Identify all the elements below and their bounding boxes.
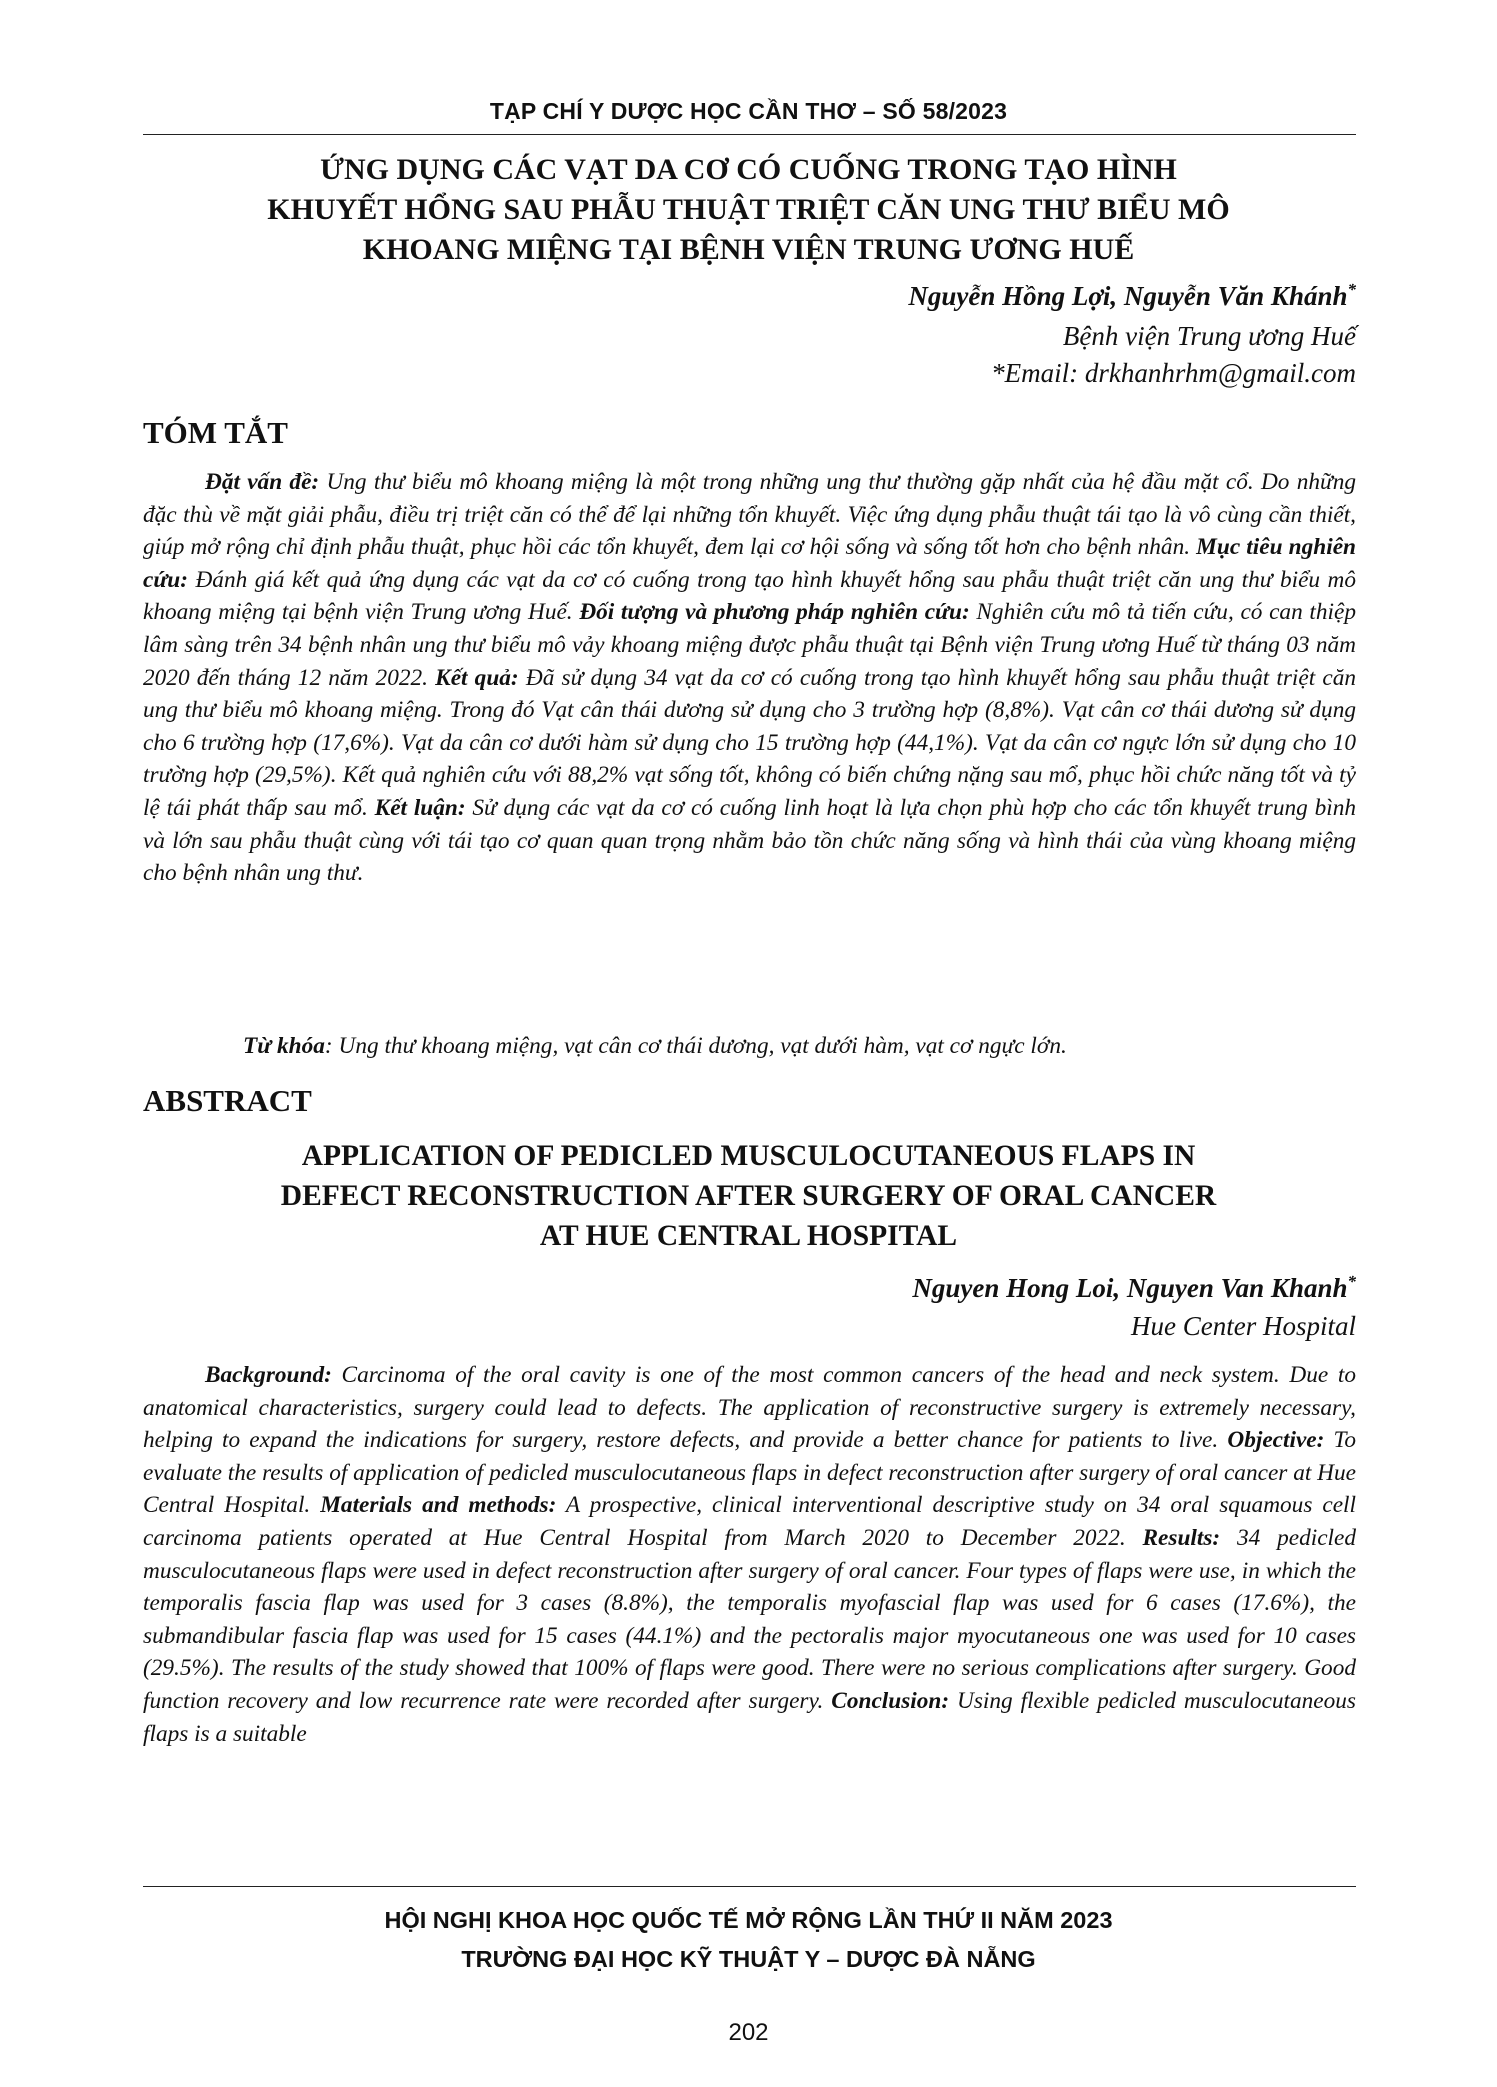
abstract-label-methods: Materials and methods:: [320, 1492, 557, 1519]
summary-text-objective: Đánh giá kết quả ứng dụng các vạt da cơ có cuống trong tạo hình khuyết hổng sau phẫu thuật triệt căn ung thư biểu mô khoang miệng tại bệnh viện Trung ương Huế.: [143, 566, 1356, 626]
title-vn-line: ỨNG DỤNG CÁC VẠT DA CƠ CÓ CUỐNG TRONG TẠO HÌNH: [320, 153, 1177, 186]
summary-text-results: Đã sử dụng 34 vạt da cơ có cuống trong tạo hình khuyết hổng sau phẫu thuật triệt căn ung thư biểu mô khoang miệng. Trong đó Vạt cân thái dương sử dụng cho 3 trường hợp (8,8%). Vạt cân cơ thái dương sử dụng cho 6 trường hợp (17,6%). Vạt da cân cơ dưới hàm sử dụng cho 15 trường hợp (44,1%). Vạt da cân cơ ngực lớn sử dụng cho 10 trường hợp (29,5%). Kết quả nghiên cứu với 88,2% vạt sống tốt, không có biến chứng nặng sau mổ, phục hồi chức năng tốt và tỷ lệ tái phát thấp sau mổ.: [143, 664, 1356, 821]
abstract-label-background: Background:: [205, 1362, 332, 1388]
journal-running-header: TẠP CHÍ Y DƯỢC HỌC CẦN THƠ – SỐ 58/2023: [489, 98, 1008, 124]
header-rule: [143, 134, 1356, 135]
summary-text-methods: Nghiên cứu mô tả tiến cứu, có can thiệp lâm sàng trên 34 bệnh nhân ung thư biểu mô vảy khoang miệng được phẫu thuật tại Bệnh viện Trung ương Huế từ tháng 03 năm 2020 đến tháng 12 năm 2022.: [143, 599, 1356, 691]
keywords-vn: [143, 1030, 1356, 1063]
summary-label-objective: Mục tiêu nghiên cứu:: [143, 534, 1356, 593]
abstract-text-methods: A prospective, clinical interventional descriptive study on 34 oral squamous cell carcinoma patients operated at Hue Central Hospital from March 2020 to December 2022.: [143, 1492, 1356, 1551]
keywords-text: : Ung thư khoang miệng, vạt cân cơ thái dương, vạt dưới hàm, vạt cơ ngực lớn.: [324, 1033, 1067, 1059]
title-en-line: AT HUE CENTRAL HOSPITAL: [539, 1220, 958, 1252]
author-mark: *: [1347, 280, 1356, 299]
abstract-text-conclusion: Using flexible pedicled musculocutaneous flaps is a suitable: [143, 1687, 1356, 1747]
abstract-label-objective: Objective:: [1227, 1427, 1325, 1454]
title-en-line: APPLICATION OF PEDICLED MUSCULOCUTANEOUS FLAPS IN: [301, 1140, 1196, 1172]
article-title-en: [140, 1136, 1357, 1256]
footer-rule: [143, 1886, 1356, 1887]
summary-heading: TÓM TẮT: [143, 415, 288, 450]
authors-vn: [908, 280, 1356, 312]
summary-label-background: Đặt vấn đề:: [205, 469, 320, 495]
corresponding-email: *Email: drkhanhrhm@gmail.com: [991, 358, 1356, 388]
abstract-text-objective: To evaluate the results of application of pedicled musculocutaneous flaps in defect reconstruction after surgery of oral cancer at Hue Central Hospital.: [143, 1427, 1356, 1519]
article-title-vn: [140, 150, 1357, 270]
footer-conference: HỘI NGHỊ KHOA HỌC QUỐC TẾ MỞ RỘNG LẦN THỨ II NĂM 2023: [384, 1907, 1113, 1933]
summary-label-methods: Đối tượng và phương pháp nghiên cứu:: [579, 599, 970, 626]
abstract-label-conclusion: Conclusion:: [831, 1687, 950, 1714]
title-vn-line: KHUYẾT HỔNG SAU PHẪU THUẬT TRIỆT CĂN UNG THƯ BIỂU MÔ: [267, 193, 1230, 226]
footer-university: TRƯỜNG ĐẠI HỌC KỸ THUẬT Y – DƯỢC ĐÀ NẴNG: [461, 1946, 1036, 1972]
abstract-text-background: Carcinoma of the oral cavity is one of the most common cancers of the head and neck system. Due to anatomical characteristics, surgery could lead to defects. The application of reconstructive surgery is extremely necessary, helping to expand the indications for surgery, restore defects, and provide a better chance for patients to live.: [143, 1362, 1356, 1454]
title-vn-line: KHOANG MIỆNG TẠI BỆNH VIỆN TRUNG ƯƠNG HUẾ: [362, 233, 1135, 266]
abstract-label-results: Results:: [1142, 1524, 1221, 1551]
keywords-label: Từ khóa: [243, 1033, 325, 1059]
affiliation-vn: Bệnh viện Trung ương Huế: [1062, 321, 1356, 351]
abstract-heading: ABSTRACT: [143, 1083, 312, 1118]
authors-vn-names: Nguyễn Hồng Lợi, Nguyễn Văn Khánh: [908, 281, 1348, 311]
summary-label-results: Kết quả:: [435, 664, 519, 691]
page-number: 202: [728, 2019, 769, 2046]
abstract-paragraph: [143, 1359, 1356, 1750]
summary-text-background: Ung thư biểu mô khoang miệng là một trong những ung thư thường gặp nhất của hệ đầu mặt cổ. Do những đặc thù về mặt giải phẫu, điều trị triệt căn có thể để lại những tổn khuyết. Việc ứng dụng phẫu thuật tái tạo là vô cùng cần thiết, giúp mở rộng chỉ định phẫu thuật, phục hồi các tổn khuyết, đem lại cơ hội sống và sống tốt hơn cho bệnh nhân.: [143, 469, 1356, 561]
author-mark: *: [1347, 1272, 1356, 1291]
summary-label-conclusion: Kết luận:: [374, 794, 466, 821]
affiliation-en: Hue Center Hospital: [1131, 1311, 1356, 1341]
summary-paragraph: [143, 466, 1356, 890]
summary-text-conclusion: Sử dụng các vạt da cơ có cuống linh hoạt là lựa chọn phù hợp cho các tổn khuyết trung bình và lớn sau phẫu thuật cùng với tái tạo cơ quan quan trọng nhằm bảo tồn chức năng sống và hình thái của vùng khoang miệng cho bệnh nhân ung thư.: [143, 794, 1356, 887]
authors-en-names: Nguyen Hong Loi, Nguyen Van Khanh: [912, 1273, 1348, 1303]
authors-en: [912, 1272, 1356, 1304]
title-en-line: DEFECT RECONSTRUCTION AFTER SURGERY OF ORAL CANCER: [280, 1180, 1217, 1212]
abstract-text-results: 34 pedicled musculocutaneous flaps were used in defect reconstruction after surgery of oral cancer. Four types of flaps were use, in which the temporalis fascia flap was used for 3 cases (8.8%), the temporalis myofascial flap was used for 6 cases (17.6%), the submandibular fascia flap was used for 15 cases (44.1%) and the pectoralis major myocutaneous one was used for 10 cases (29.5%). The results of the study showed that 100% of flaps were good. There were no serious complications after surgery. Good function recovery and low recurrence rate were recorded after surgery.: [143, 1524, 1356, 1714]
